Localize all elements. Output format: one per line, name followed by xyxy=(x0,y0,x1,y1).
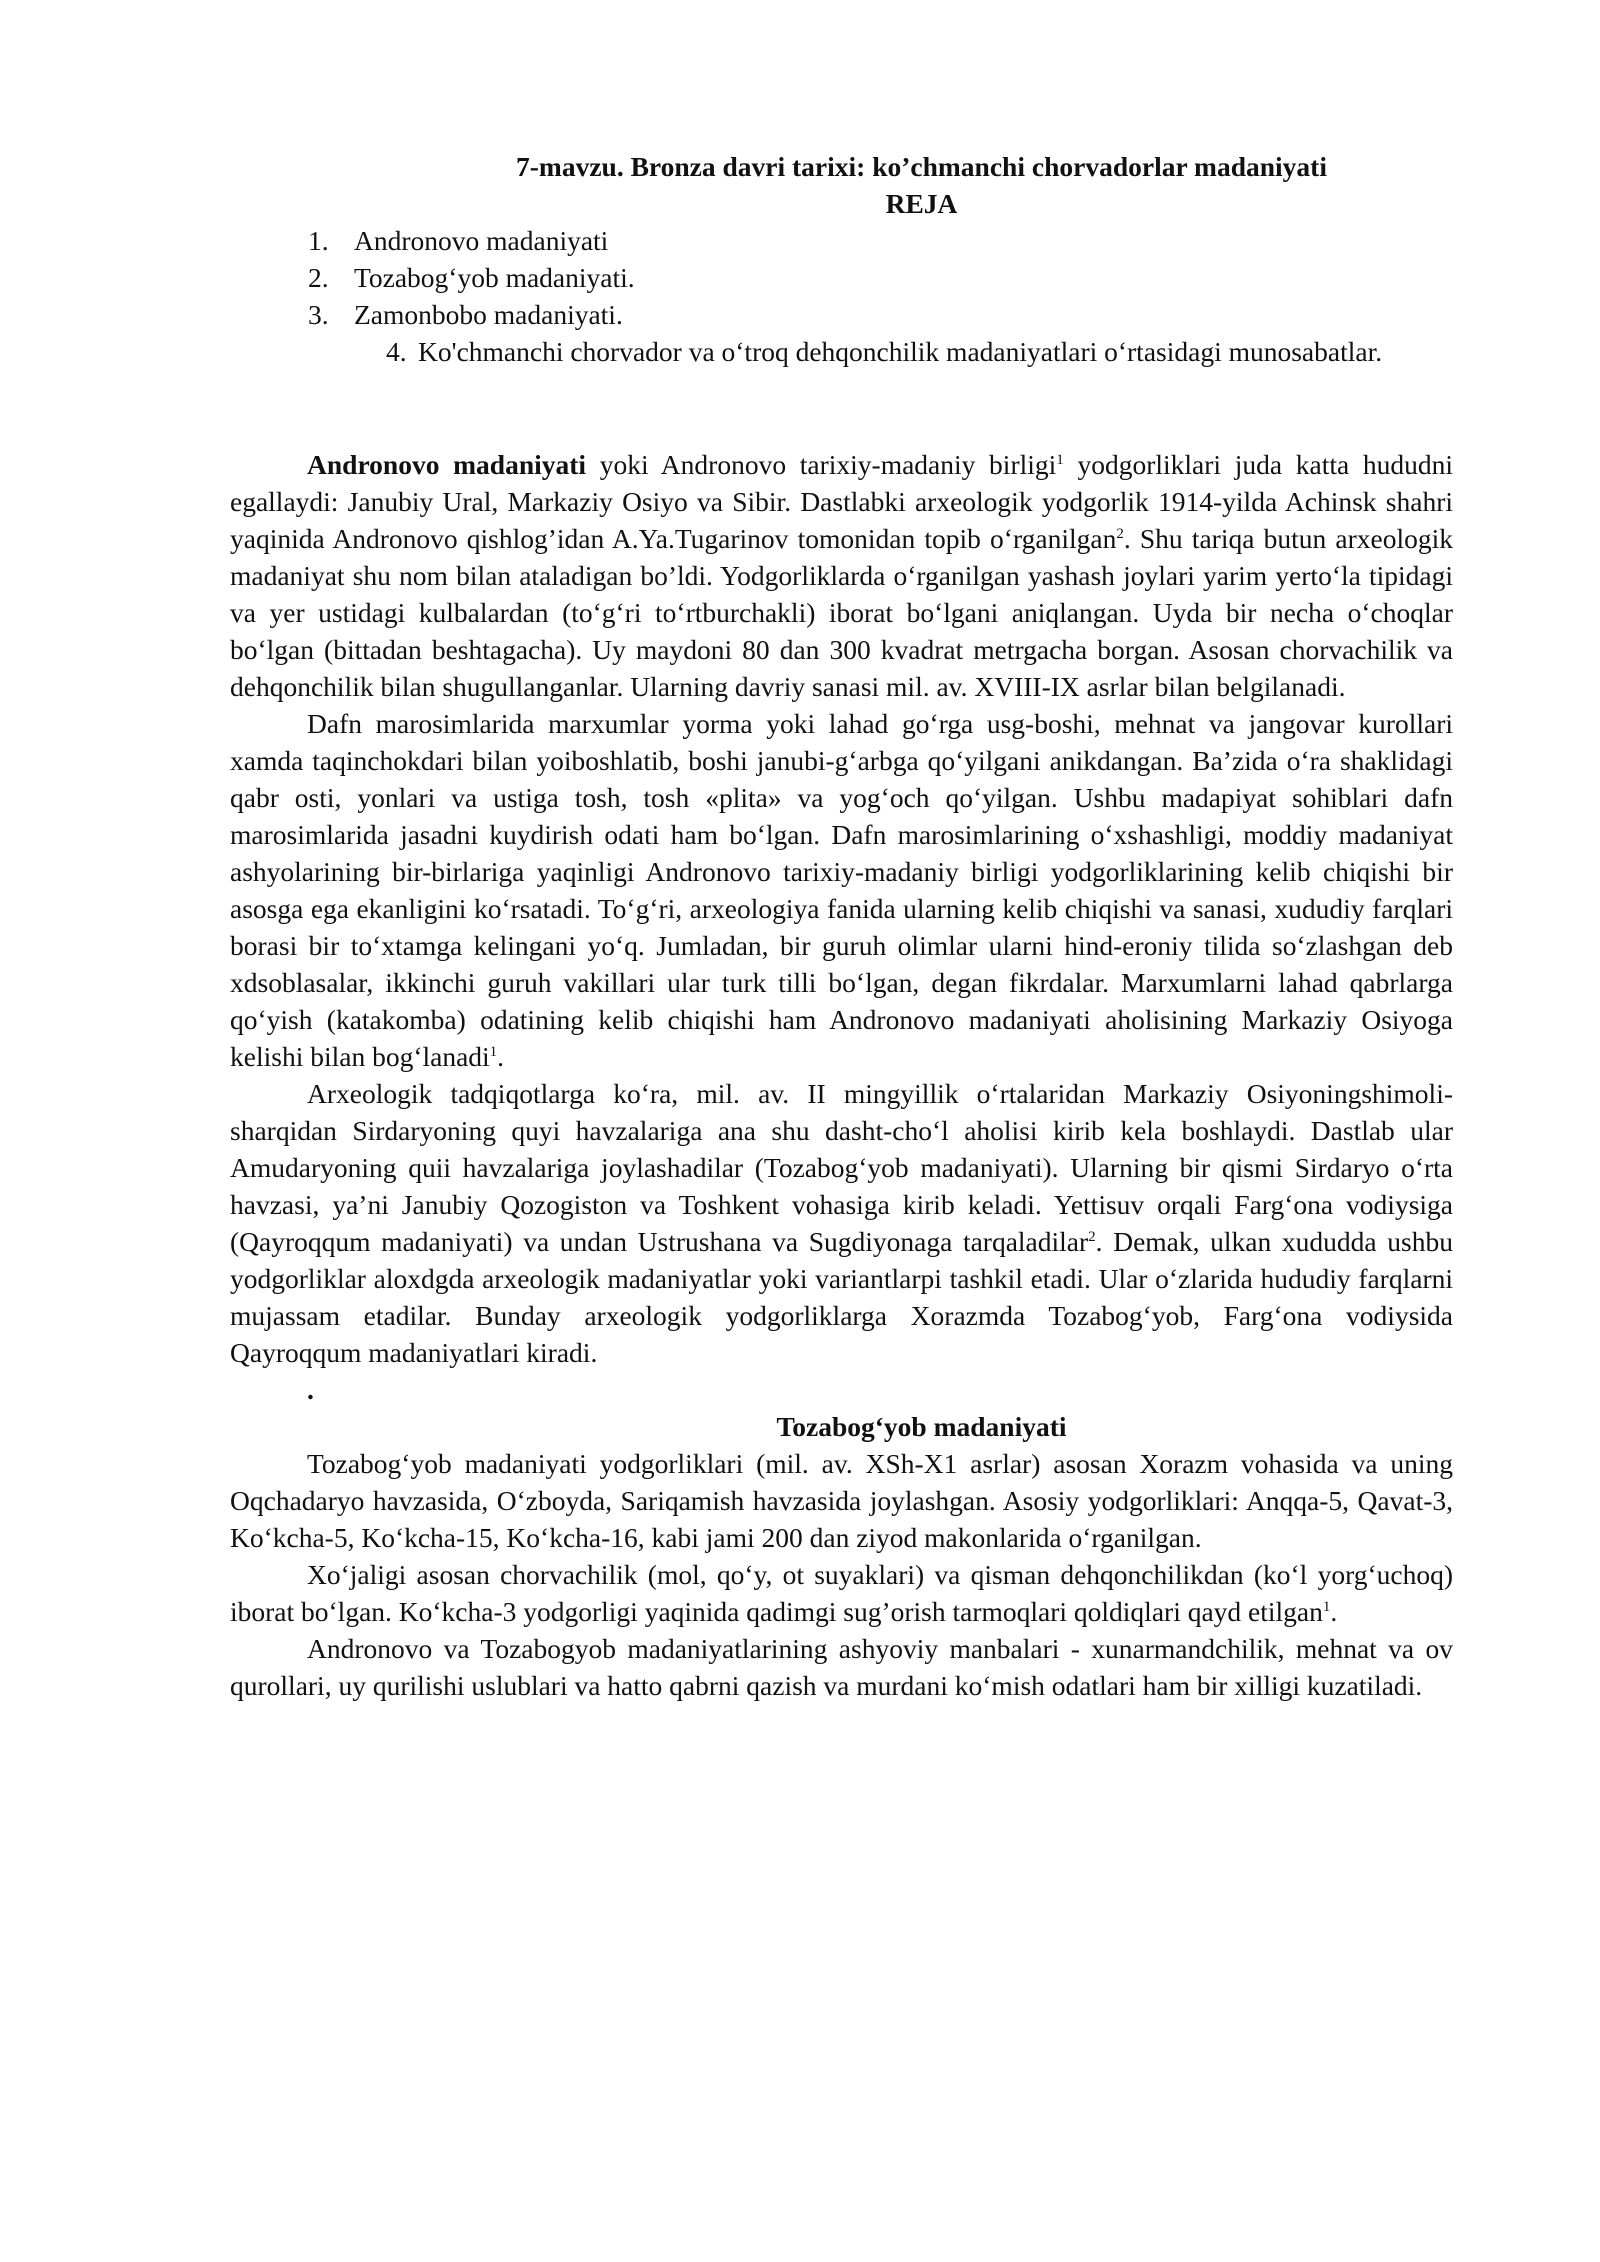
paragraph-economy xyxy=(230,1556,1453,1630)
footnote-ref: 2 xyxy=(1116,525,1124,542)
footnote-ref: 1 xyxy=(1322,1598,1331,1615)
plan-item xyxy=(230,333,1453,370)
plan-item-text: Ko'chmanchi chorvador va o‘troq dehqonchilik madaniyatlari o‘rtasidagi munosabatlar. xyxy=(418,336,1383,367)
text-run: . xyxy=(1330,1596,1338,1627)
plan-item-number: 4. xyxy=(386,336,407,367)
footnote-ref: 1 xyxy=(489,1043,498,1060)
plan-item-number: 1. xyxy=(308,225,329,256)
plan-item-text: Tozabog‘yob madaniyati. xyxy=(354,262,635,293)
text-run: yoki Andronovo tarixiy-madaniy birligi xyxy=(586,449,1057,480)
text-run: Dafn marosimlarida marxumlar yorma yoki lahad go‘rga usg-boshi, mehnat va jangovar kurollari xamda taqinchokdari bilan yoiboshlatib, boshi janubi-g‘arbga qo‘yilgani anikdangan. Ba’zida o‘ra shaklidagi qabr osti, yonlari va ustiga tosh, tosh «plita» va yog‘och qo‘yilgan. Ushbu madapiyat sohiblari dafn marosimlarida jasadni kuydirish odati ham bo‘lgan. Dafn marosimlarining o‘xshashligi, moddiy madaniyat ashyolarining bir-birlariga yaqinligi Andronovo tarixiy-madaniy birligi yodgorliklarining kelib chiqishi bir asosga ega ekanligini ko‘rsatadi. To‘g‘ri, arxeologiya fanida ularning kelib chiqishi va sanasi, xududiy farqlari borasi bir to‘xtamga kelingani yo‘q. Jumladan, bir guruh olimlar ularni hind-eroniy tilida so‘zlashgan deb xdsoblasalar, ikkinchi guruh vakillari ular turk tilli bo‘lgan, degan fikrdalar. Marxumlarni lahad qabrlarga qo‘yish (katakomba) odatining kelib chiqishi ham Andronovo madaniyati aholisining Markaziy Osiyoga kelishi bilan bog‘lanadi xyxy=(230,708,1453,1072)
plan-heading: REJA xyxy=(885,188,958,219)
spacer xyxy=(230,370,1453,446)
footnote-ref: 2 xyxy=(1088,1228,1096,1245)
text-run: . Demak, ulkan xududda ushbu yodgorliklar aloxdgda arxeologik madaniyatlar yoki variantlarpi tashkil etadi. Ular o‘zlarida hududiy farqlarni mujassam etadilar. Bunday arxeologik yodgorliklarga Xorazmda Tozabog‘yob, Farg‘ona vodiysida Qayroqqum madaniyatlari kiradi. xyxy=(230,1226,1454,1368)
page-title: 7-mavzu. Bronza davri tarixi: ko’chmanchi chorvadorlar madaniyati xyxy=(516,151,1327,182)
plan-list xyxy=(230,222,1453,370)
document-page xyxy=(230,148,1453,1704)
plan-item xyxy=(230,222,1453,259)
plan-item-text: Zamonbobo madaniyati. xyxy=(354,299,623,330)
plan-item xyxy=(230,296,1453,333)
text-run: Xo‘jaligi asosan chorvachilik (mol, qo‘y, ot suyaklari) va qisman dehqonchilikdan (ko‘l yorg‘uchoq) iborat bo‘lgan. Ko‘kcha-3 yodgorligi yaqinida qadimgi sug’orish tarmoqlari qoldiqlari qayd etilgan xyxy=(230,1559,1453,1627)
paragraph-andronovo xyxy=(230,446,1453,705)
paragraph-tozabogyob: Tozabog‘yob madaniyati yodgorliklari (mil. av. XSh-X1 asrlar) asosan Xorazm vohasida va uning Oqchadaryo havzasida, O‘zboyda, Sariqamish havzasida joylashgan. Asosiy yodgorliklari: Anqqa-5, Qavat-3, Ko‘kcha-5, Ko‘kcha-15, Ko‘kcha-16, kabi jami 200 dan ziyod makonlarida o‘rganilgan. xyxy=(230,1448,1453,1553)
text-run: Arxeologik tadqiqotlarga ko‘ra, mil. av. II mingyillik o‘rtalaridan Markaziy Osiyoningshimoli-sharqidan Sirdaryoning quyi havzalariga ana shu dasht-cho‘l aholisi kirib kela boshlaydi. Dastlab ular Amudaryoning quii havzalariga joylashadilar (Tozabog‘yob madaniyati). Ularning bir qismi Sirdaryo o‘rta havzasi, ya’ni Janubiy Qozogiston va Toshkent vohasiga kirib keladi. Yettisuv orqali Farg‘ona vodiysiga (Qayroqqum madaniyati) va undan Ustrushana va Sugdiyonaga tarqaladilar xyxy=(230,1078,1453,1257)
plan-item-number: 2. xyxy=(308,262,329,293)
paragraph-research xyxy=(230,1075,1453,1371)
text-run: . Shu tariqa butun arxeologik madaniyat shu nom bilan ataladigan bo’ldi. Yodgorliklarda o‘rganilgan yashash joylari yarim yerto‘la tipidagi va yer ustidagi kulbalardan (to‘g‘ri to‘rtburchakli) iborat bo‘lgani aniqlangan. Uyda bir necha o‘choqlar bo‘lgan (bittadan beshtagacha). Uy maydoni 80 dan 300 kvadrat metrgacha borgan. Asosan chorvachilik va dehqonchilik bilan shugullanganlar. Ularning davriy sanasi mil. av. XVIII-IX asrlar bilan belgilanadi. xyxy=(230,523,1453,702)
plan-item-text: Andronovo madaniyati xyxy=(354,225,609,256)
section-heading: Tozabog‘yob madaniyati xyxy=(776,1411,1067,1442)
bold-term: Andronovo madaniyati xyxy=(307,449,587,480)
footnote-ref: 1 xyxy=(1056,451,1064,468)
text-run: . xyxy=(497,1041,505,1072)
text-run: yodgorliklari juda katta hududni egallaydi: Janubiy Ural, Markaziy Osiyo va Sibir. Dastlabki arxeologik yodgorlik 1914-yilda Achinsk shahri yaqinida Andronovo qishlog’idan A.Ya.Tugarinov tomonidan topib o‘rganilgan xyxy=(230,449,1454,554)
bullet-dot: . xyxy=(307,1374,314,1405)
plan-item-number: 3. xyxy=(308,299,329,330)
paragraph-comparison: Andronovo va Tozabogyob madaniyatlarining ashyoviy manbalari - xunarmandchilik, mehnat va ov qurollari, uy qurilishi uslublari va hatto qabrni qazish va murdani ko‘mish odatlari ham bir xilligi kuzatiladi. xyxy=(230,1633,1453,1701)
plan-item xyxy=(230,259,1453,296)
paragraph-burial xyxy=(230,705,1453,1075)
